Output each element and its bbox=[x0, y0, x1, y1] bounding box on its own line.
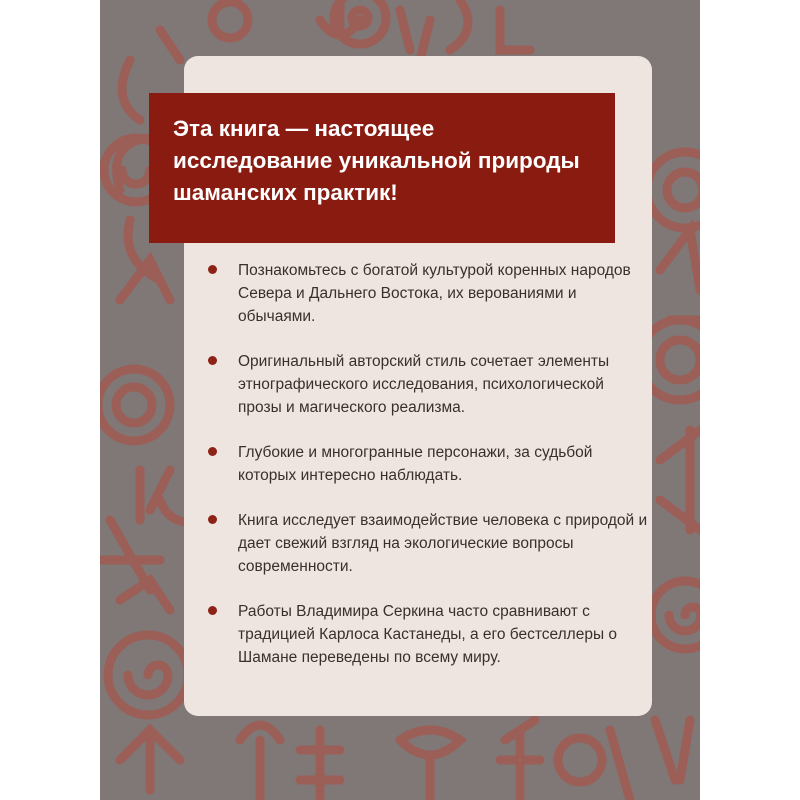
headline-line: исследование уникальной природы bbox=[173, 148, 580, 173]
feature-item bbox=[208, 350, 648, 419]
feature-text: Познакомьтесь с богатой культурой коренных народов Севера и Дальнего Востока, их верованиями и обычаями. bbox=[238, 262, 631, 325]
headline-line: Эта книга — настоящее bbox=[173, 116, 435, 141]
headline-banner bbox=[149, 93, 615, 243]
feature-item bbox=[208, 600, 648, 669]
headline-line: шаманских практик! bbox=[173, 180, 398, 205]
feature-item bbox=[208, 259, 648, 328]
feature-list bbox=[208, 259, 648, 691]
feature-item bbox=[208, 441, 648, 487]
bullet-dot-icon bbox=[208, 447, 217, 456]
bullet-dot-icon bbox=[208, 606, 217, 615]
bullet-dot-icon bbox=[208, 356, 217, 365]
bullet-dot-icon bbox=[208, 265, 217, 274]
feature-text: Оригинальный авторский стиль сочетает элементы этнографического исследования, психологической прозы и магического реализма. bbox=[238, 353, 610, 416]
headline bbox=[173, 113, 597, 209]
feature-item bbox=[208, 509, 648, 578]
feature-text: Книга исследует взаимодействие человека с природой и дает свежий взгляд на экологические вопросы современности. bbox=[238, 512, 648, 575]
bullet-dot-icon bbox=[208, 515, 217, 524]
feature-text: Глубокие и многогранные персонажи, за судьбой которых интересно наблюдать. bbox=[238, 444, 593, 484]
feature-text: Работы Владимира Серкина часто сравнивают с традицией Карлоса Кастанеды, а его бестселлеры о Шамане переведены по всему миру. bbox=[238, 603, 618, 666]
